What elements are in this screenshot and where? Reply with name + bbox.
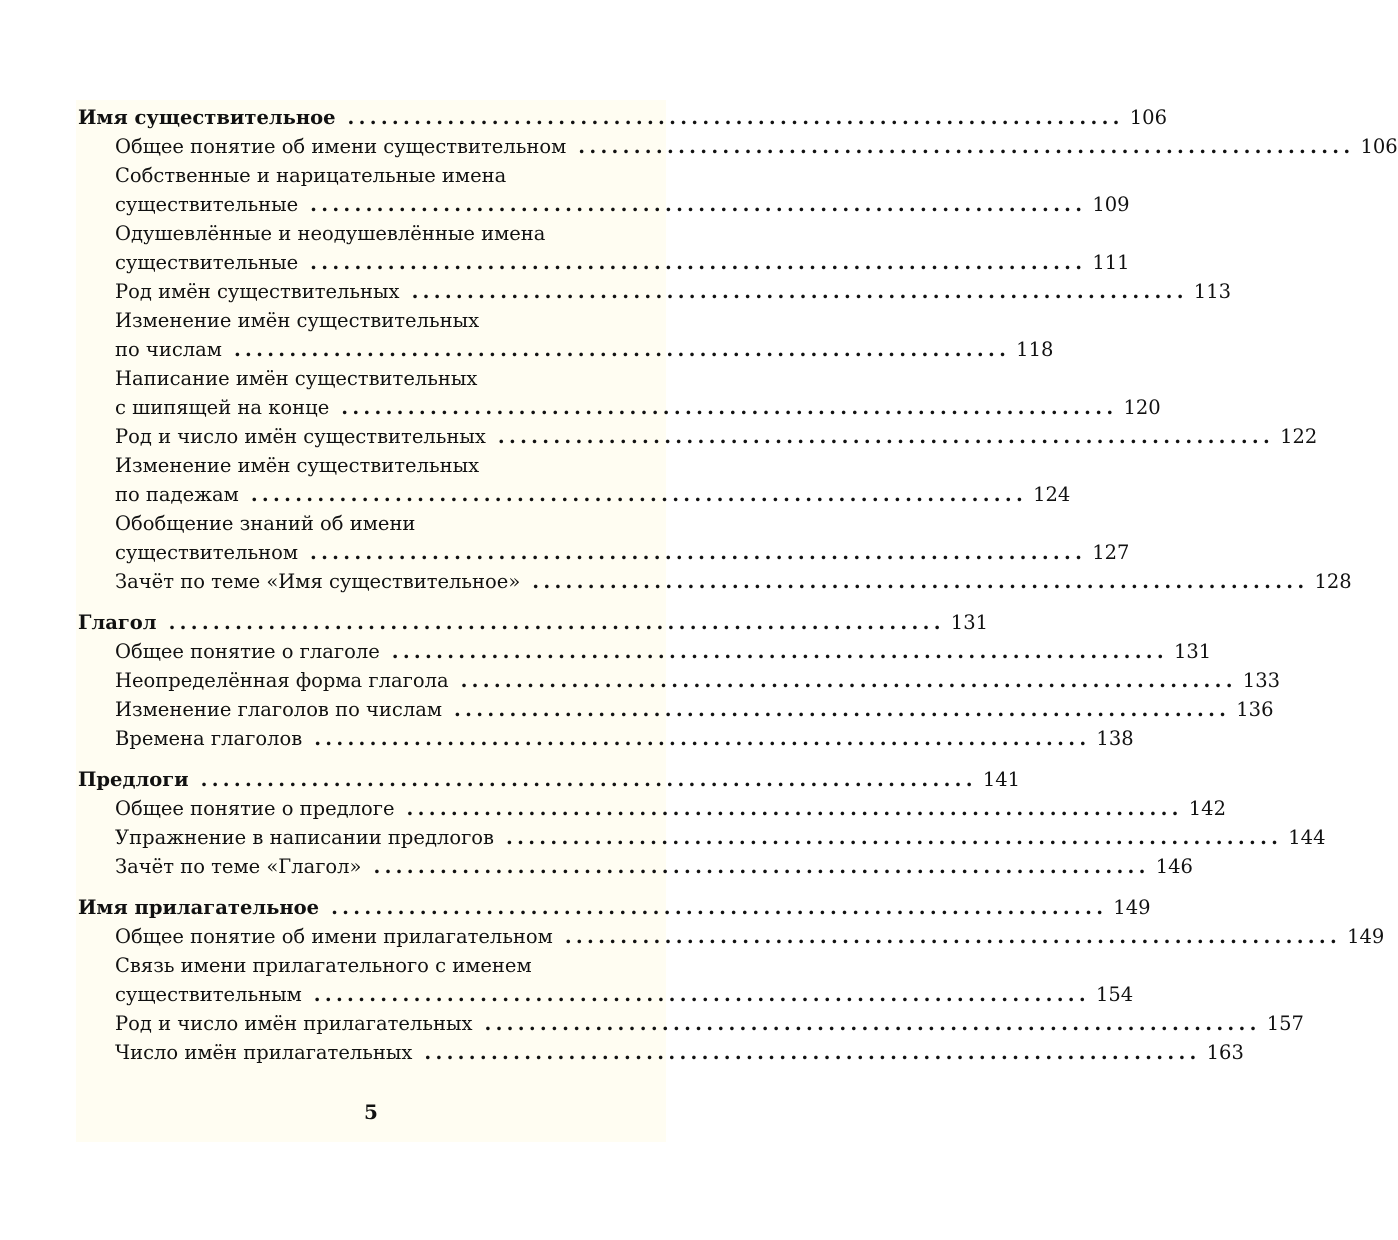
dot-leader: ...................................................................... <box>313 983 1090 1006</box>
toc-entry-line <box>78 852 1193 881</box>
toc-entry-line <box>78 794 1226 823</box>
dot-leader: ...................................................................... <box>200 768 977 791</box>
toc-entry-line <box>78 190 1130 219</box>
toc-entry-line <box>78 724 1134 753</box>
entry-title: Общее понятие об имени существительном <box>115 135 567 158</box>
page-ref: 106 <box>1360 135 1398 158</box>
toc-section-heading <box>78 608 989 637</box>
toc-entry-line <box>78 922 1385 951</box>
toc-entry-line <box>78 277 1232 306</box>
page-ref: 120 <box>1123 396 1161 419</box>
page-ref: 122 <box>1280 425 1318 448</box>
dot-leader: ...................................................................... <box>484 1012 1261 1035</box>
entry-title: Род имён существительных <box>115 280 400 303</box>
entry-title: Обобщение знаний об имени <box>115 512 416 535</box>
entry-title: существительные <box>115 251 299 274</box>
dot-leader: ...................................................................... <box>411 280 1188 303</box>
entry-title: Общее понятие о глаголе <box>115 640 380 663</box>
toc-entry-line <box>78 161 662 190</box>
toc-section-heading <box>78 103 1167 132</box>
dot-leader: ...................................................................... <box>309 541 1087 564</box>
toc-section-heading <box>78 765 1021 794</box>
entry-title: Времена глаголов <box>115 727 303 750</box>
entry-title: существительные <box>115 193 299 216</box>
entry-title: Общее понятие о предлоге <box>115 797 395 820</box>
entry-title: существительным <box>115 983 302 1006</box>
dot-leader: ...................................................................... <box>460 669 1237 692</box>
dot-leader: ...................................................................... <box>233 338 1011 361</box>
toc-entry-line <box>78 538 1130 567</box>
toc-entry-line <box>78 393 1161 422</box>
entry-title: Род и число имён существительных <box>115 425 486 448</box>
toc-entry-line <box>78 666 1281 695</box>
page-ref: 131 <box>1173 640 1212 663</box>
dot-leader: ...................................................................... <box>564 925 1342 948</box>
dot-leader: ...................................................................... <box>406 797 1183 820</box>
entry-title: существительном <box>115 541 298 564</box>
dot-leader: ...................................................................... <box>331 896 1108 919</box>
dot-leader: ...................................................................... <box>578 135 1355 158</box>
toc-entry-line <box>78 480 1071 509</box>
toc-entry-line <box>78 980 1134 1009</box>
section-title: Глагол <box>78 611 157 634</box>
entry-title: Зачёт по теме «Имя существительное» <box>115 570 521 593</box>
dot-leader: ...................................................................... <box>250 483 1028 506</box>
entry-title: Собственные и нарицательные имена <box>115 164 507 187</box>
toc-entry-line <box>78 364 662 393</box>
page-ref: 138 <box>1096 727 1134 750</box>
entry-title: Написание имён существительных <box>115 367 478 390</box>
page-ref: 144 <box>1288 826 1326 849</box>
page-ref: 109 <box>1092 193 1130 216</box>
entry-title: Связь имени прилагательного с именем <box>115 954 532 977</box>
entry-title: Изменение имён существительных <box>115 454 480 477</box>
toc-section-heading <box>78 893 1151 922</box>
dot-leader: ...................................................................... <box>168 611 945 634</box>
page-ref: 141 <box>982 768 1021 791</box>
dot-leader: ...................................................................... <box>454 698 1231 721</box>
toc-section <box>78 893 1385 1067</box>
page-number: 5 <box>364 1100 378 1124</box>
page-ref: 113 <box>1193 280 1232 303</box>
entry-title: по числам <box>115 338 222 361</box>
page-ref: 124 <box>1033 483 1071 506</box>
dot-leader: ...................................................................... <box>314 727 1091 750</box>
toc-section <box>78 103 1398 596</box>
entry-title: с шипящей на конце <box>115 396 330 419</box>
entry-title: Зачёт по теме «Глагол» <box>115 855 362 878</box>
dot-leader: ...................................................................... <box>347 106 1124 129</box>
page-ref: 154 <box>1095 983 1134 1006</box>
page-ref: 136 <box>1236 698 1274 721</box>
entry-title: Изменение имён существительных <box>115 309 480 332</box>
section-title: Имя прилагательное <box>78 896 320 919</box>
toc-entry-line <box>78 509 662 538</box>
page-ref: 106 <box>1129 106 1167 129</box>
page-ref: 157 <box>1266 1012 1304 1035</box>
page-ref: 111 <box>1092 251 1130 274</box>
toc-entry-line <box>78 567 1352 596</box>
toc-entry-line <box>78 695 1274 724</box>
entry-title: Неопределённая форма глагола <box>115 669 449 692</box>
dot-leader: ...................................................................... <box>373 855 1150 878</box>
entry-title: Упражнение в написании предлогов <box>115 826 495 849</box>
toc-entry-line <box>78 335 1054 364</box>
section-title: Имя существительное <box>78 106 336 129</box>
page-ref: 146 <box>1155 855 1193 878</box>
toc-entry-line <box>78 219 662 248</box>
entry-title: Изменение глаголов по числам <box>115 698 443 721</box>
page-ref: 163 <box>1206 1041 1244 1064</box>
dot-leader: ...................................................................... <box>424 1041 1201 1064</box>
toc-entry-line <box>78 306 662 335</box>
toc-entry-line <box>78 1009 1304 1038</box>
entry-title: Одушевлённые и неодушевлённые имена <box>115 222 546 245</box>
dot-leader: ...................................................................... <box>506 826 1283 849</box>
entry-title: Род и число имён прилагательных <box>115 1012 473 1035</box>
dot-leader: ...................................................................... <box>310 193 1087 216</box>
toc-section <box>78 608 1281 753</box>
entry-title: по падежам <box>115 483 239 506</box>
section-title: Предлоги <box>78 768 189 791</box>
toc-entry-line <box>78 823 1326 852</box>
dot-leader: ...................................................................... <box>497 425 1275 448</box>
toc-entry-line <box>78 637 1212 666</box>
table-of-contents <box>78 103 1398 1067</box>
page-ref: 127 <box>1092 541 1130 564</box>
dot-leader: ...................................................................... <box>391 640 1168 663</box>
toc-entry-line <box>78 248 1130 277</box>
dot-leader: ...................................................................... <box>341 396 1118 419</box>
page-ref: 118 <box>1016 338 1054 361</box>
page-ref: 149 <box>1347 925 1385 948</box>
toc-entry-line <box>78 451 662 480</box>
page-ref: 131 <box>950 611 989 634</box>
page-ref: 142 <box>1188 797 1226 820</box>
toc-section <box>78 765 1326 881</box>
page-ref: 133 <box>1242 669 1281 692</box>
toc-entry-line <box>78 132 1398 161</box>
page-ref: 128 <box>1314 570 1352 593</box>
dot-leader: ...................................................................... <box>310 251 1087 274</box>
toc-entry-line <box>78 422 1318 451</box>
entry-title: Общее понятие об имени прилагательном <box>115 925 553 948</box>
toc-entry-line <box>78 1038 1244 1067</box>
toc-entry-line <box>78 951 662 980</box>
entry-title: Число имён прилагательных <box>115 1041 413 1064</box>
page-ref: 149 <box>1113 896 1151 919</box>
dot-leader: ...................................................................... <box>532 570 1309 593</box>
